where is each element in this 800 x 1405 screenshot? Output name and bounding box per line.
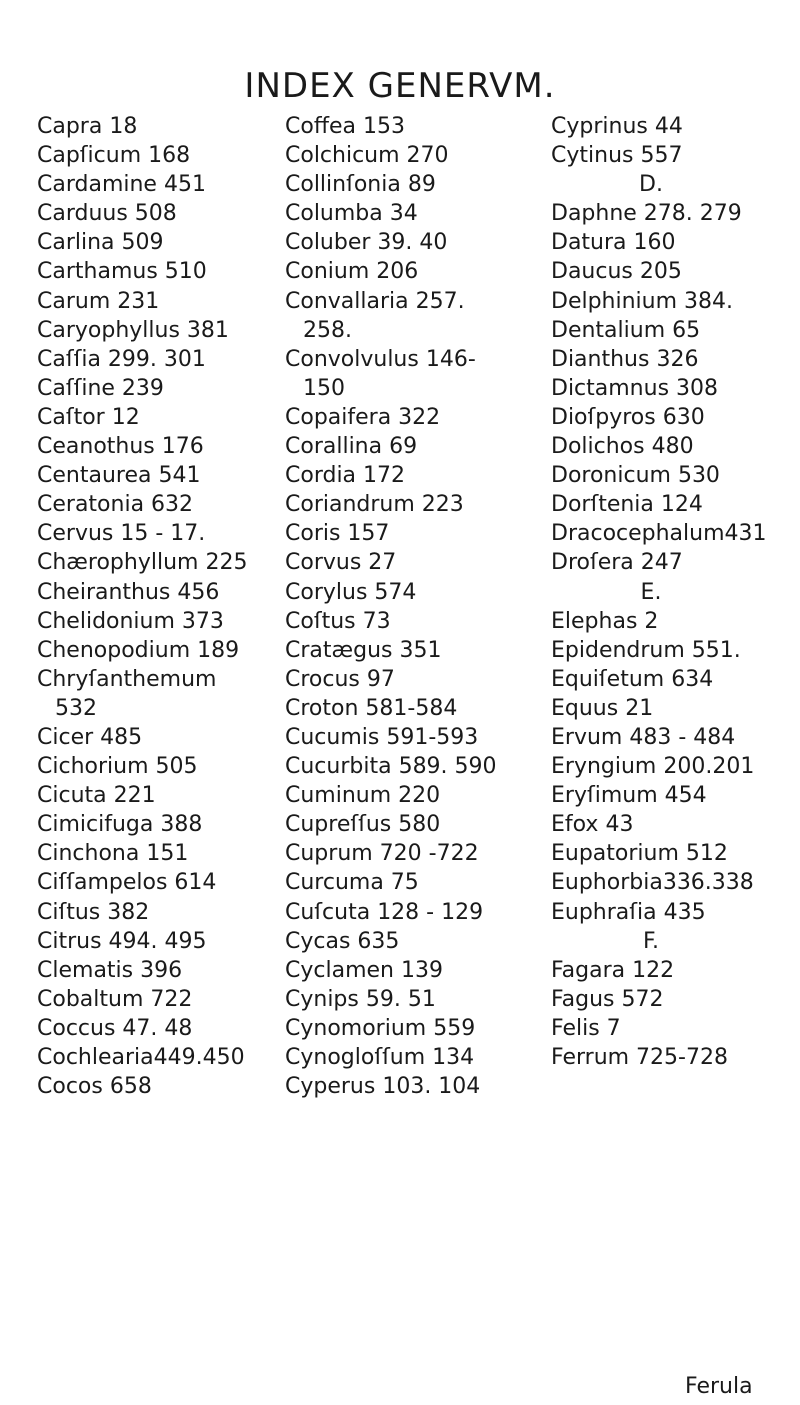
- page-title: INDEX GENERVM.: [244, 66, 556, 106]
- index-entry: Colchicum 270: [285, 143, 449, 169]
- index-entry: Cardamine 451: [37, 172, 206, 198]
- index-entry: Corylus 574: [285, 579, 417, 605]
- index-entry: Chryſanthemum: [37, 666, 217, 692]
- index-entry: Cyclamen 139: [285, 957, 443, 983]
- index-entry: Coffea 153: [285, 114, 405, 139]
- index-entry: 150: [303, 375, 345, 401]
- index-entry: Cheiranthus 456: [37, 579, 220, 605]
- index-entry: Carlina 509: [37, 230, 164, 256]
- index-entry: Equiſetum 634: [551, 666, 714, 692]
- index-entry: Cyperus 103. 104: [285, 1074, 481, 1100]
- index-entry: Chenopodium 189: [37, 637, 240, 663]
- index-entry: Dianthus 326: [551, 346, 699, 372]
- index-entry: Coriandrum 223: [285, 492, 464, 518]
- index-entry: Dictamnus 308: [551, 375, 719, 401]
- index-entry: Dolichos 480: [551, 434, 694, 460]
- index-entry: Cuſcuta 128 - 129: [285, 899, 484, 925]
- index-entry: Capra 18: [37, 114, 138, 139]
- index-entry: Cucumis 591-593: [285, 724, 479, 750]
- index-entry: Daucus 205: [551, 259, 682, 285]
- index-entry: Caſtor 12: [37, 404, 140, 430]
- index-entry: Collinſonia 89: [285, 172, 436, 198]
- index-entry: 258.: [303, 317, 352, 343]
- index-entry: Daphne 278. 279: [551, 201, 742, 227]
- index-entry: Elephas 2: [551, 608, 659, 634]
- index-entry: Croton 581-584: [285, 695, 458, 721]
- catchword: Ferula: [685, 1374, 753, 1399]
- index-entry: Cuminum 220: [285, 783, 441, 809]
- index-entry: Eryſimum 454: [551, 783, 707, 809]
- index-entry: Convallaria 257.: [285, 288, 465, 314]
- index-column-3: [551, 112, 767, 1072]
- index-entry: Cucurbita 589. 590: [285, 754, 497, 780]
- index-entry: Cinchona 151: [37, 841, 189, 867]
- index-entry: Coſtus 73: [285, 608, 391, 634]
- index-column-2: [285, 112, 497, 1101]
- index-entry: Eryngium 200.201: [551, 754, 755, 780]
- index-entry: Ciſſampelos 614: [37, 870, 217, 896]
- index-entry: Cynomorium 559: [285, 1015, 476, 1041]
- index-entry: Cratægus 351: [285, 637, 442, 663]
- index-entry: Coris 157: [285, 521, 390, 547]
- index-entry: Cynips 59. 51: [285, 986, 436, 1012]
- index-entry: Carduus 508: [37, 201, 177, 227]
- index-entry: Caryophyllus 381: [37, 317, 229, 343]
- index-entry: 532: [55, 695, 97, 721]
- index-entry: Curcuma 75: [285, 870, 419, 896]
- index-entry: Carum 231: [37, 288, 160, 314]
- index-entry: Capſicum 168: [37, 143, 191, 169]
- index-entry: Clematis 396: [37, 957, 183, 983]
- index-entry: Cicer 485: [37, 724, 143, 750]
- index-entry: Eupatorium 512: [551, 841, 728, 867]
- index-entry: Cicuta 221: [37, 783, 156, 809]
- index-entry: Ervum 483 - 484: [551, 724, 736, 750]
- index-entry: Cobaltum 722: [37, 986, 193, 1012]
- index-entry: Corallina 69: [285, 434, 418, 460]
- section-letter: E.: [640, 579, 662, 605]
- index-entry: Cytinus 557: [551, 143, 683, 169]
- index-entry: Coluber 39. 40: [285, 230, 448, 256]
- index-entry: Cyprinus 44: [551, 114, 683, 139]
- index-entry: Felis 7: [551, 1015, 621, 1041]
- index-entry: Cervus 15 - 17.: [37, 521, 206, 547]
- index-entry: Ceratonia 632: [37, 492, 194, 518]
- index-entry: Cynogloſſum 134: [285, 1045, 475, 1070]
- index-entry: Cordia 172: [285, 463, 406, 489]
- index-column-1: [37, 112, 247, 1101]
- index-entry: Cochlearia449.450: [37, 1045, 245, 1070]
- index-entry: Columba 34: [285, 201, 418, 227]
- index-entry: Cycas 635: [285, 928, 400, 954]
- index-entry: Chærophyllum 225: [37, 550, 248, 576]
- index-entry: Delphinium 384.: [551, 288, 734, 314]
- index-entry: Cimicifuga 388: [37, 812, 203, 838]
- index-entry: Coccus 47. 48: [37, 1015, 193, 1041]
- index-entry: Centaurea 541: [37, 463, 201, 489]
- index-entry: Caſſia 299. 301: [37, 346, 206, 372]
- index-entry: Chelidonium 373: [37, 608, 224, 634]
- index-entry: Epidendrum 551.: [551, 637, 741, 663]
- index-entry: Dentalium 65: [551, 317, 701, 343]
- index-entry: Ciſtus 382: [37, 899, 150, 925]
- index-entry: Crocus 97: [285, 666, 395, 692]
- index-entry: Cuprum 720 -722: [285, 841, 479, 867]
- index-entry: Fagus 572: [551, 986, 664, 1012]
- index-entry: Ferrum 725-728: [551, 1045, 728, 1070]
- index-entry: Doronicum 530: [551, 463, 720, 489]
- index-entry: Ceanothus 176: [37, 434, 204, 460]
- index-entry: Dorſtenia 124: [551, 492, 703, 518]
- index-entry: Datura 160: [551, 230, 676, 256]
- section-letter: D.: [639, 172, 663, 198]
- index-entry: Corvus 27: [285, 550, 397, 576]
- index-entry: Cupreſſus 580: [285, 812, 441, 838]
- index-entry: Euphraſia 435: [551, 899, 706, 925]
- index-entry: Carthamus 510: [37, 259, 207, 285]
- index-entry: Citrus 494. 495: [37, 928, 207, 954]
- index-entry: Dioſpyros 630: [551, 404, 705, 430]
- index-entry: Conium 206: [285, 259, 419, 285]
- index-entry: Copaifera 322: [285, 404, 441, 430]
- index-entry: Convolvulus 146-: [285, 346, 476, 372]
- index-entry: Fagara 122: [551, 957, 675, 983]
- index-entry: Cichorium 505: [37, 754, 198, 780]
- index-entry: Efox 43: [551, 812, 634, 838]
- index-entry: Equus 21: [551, 695, 654, 721]
- index-entry: Dracocephalum431: [551, 521, 767, 547]
- index-entry: Caſſine 239: [37, 375, 164, 401]
- index-entry: Euphorbia336.338: [551, 870, 754, 896]
- section-letter: F.: [642, 928, 660, 954]
- index-entry: Droſera 247: [551, 550, 683, 576]
- index-entry: Cocos 658: [37, 1074, 152, 1100]
